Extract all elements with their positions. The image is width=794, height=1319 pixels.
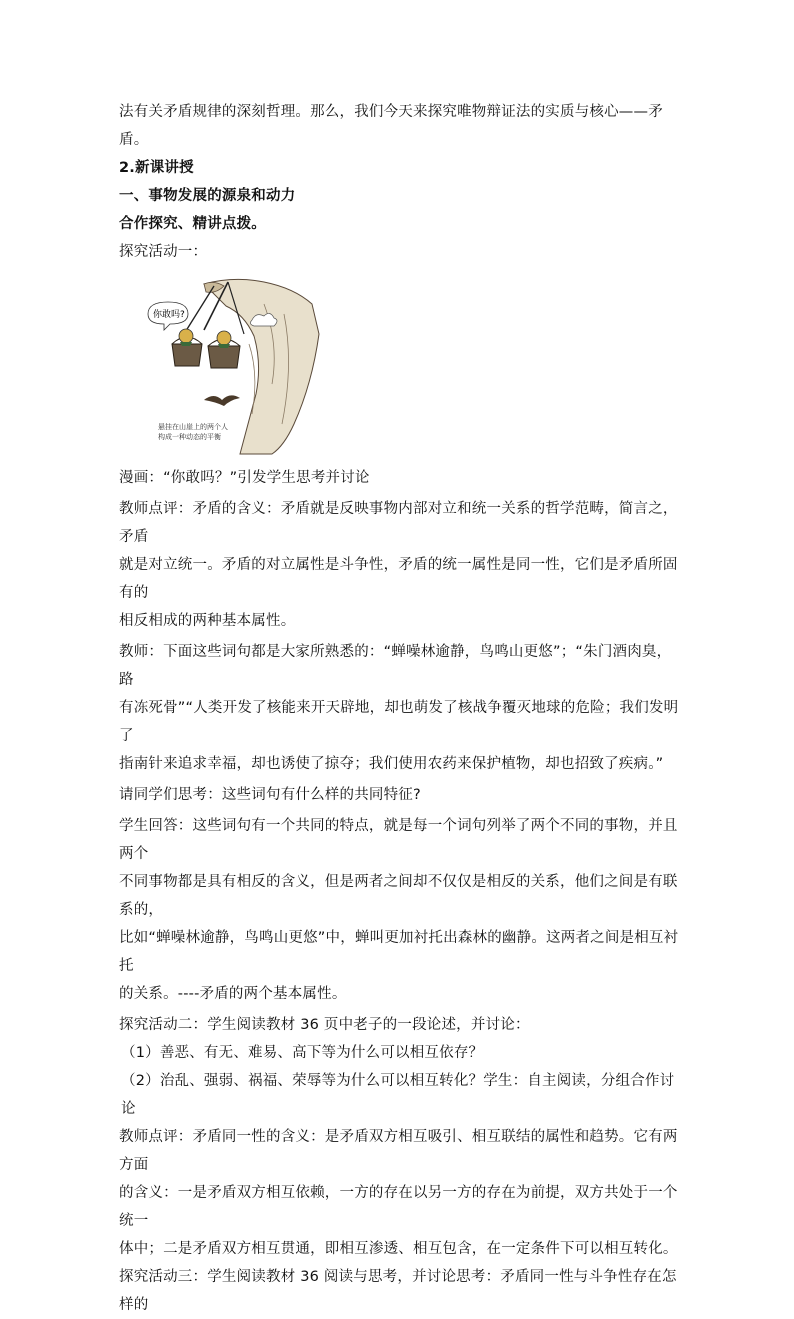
teacher-quote-line-2: 有冻死骨”“人类开发了核能来开天辟地，却也萌发了核战争覆灭地球的危险；我们发明了: [119, 700, 679, 744]
intro-line: 法有关矛盾规律的深刻哲理。那么，我们今天来探究唯物辩证法的实质与核心——矛盾。: [119, 104, 663, 148]
activity-two-line: 探究活动二：学生阅读教材 36 页中老子的一段论述，并讨论：: [119, 1017, 530, 1033]
section-title: 2.新课讲授: [119, 160, 194, 176]
caption-line-1: 悬挂在山崖上的两个人: [158, 423, 228, 431]
heading-cooperative-inquiry: 合作探究、精讲点拨。: [119, 216, 266, 232]
teacher-comment-1-line-1: 教师点评：矛盾的含义：矛盾就是反映事物内部对立和统一关系的哲学范畴，简言之，矛盾: [119, 501, 678, 545]
caption-line-2: 构成一种动态的平衡: [158, 433, 221, 441]
student-answer-line-1: 学生回答：这些词句有一个共同的特点，就是每一个词句列举了两个不同的事物，并且两个: [119, 818, 678, 862]
teacher-quote-line-1: 教师：下面这些词句都是大家所熟悉的：“蝉噪林逾静，鸟鸣山更悠”；“朱门酒肉臭，路: [119, 644, 672, 688]
comic-illustration: [144, 274, 324, 456]
comic-description: 漫画：“你敢吗？”引发学生思考并讨论: [119, 470, 370, 486]
teacher-comment-2-line-1: 教师点评：矛盾同一性的含义：是矛盾双方相互吸引、相互联结的属性和趋势。它有两方面: [119, 1129, 678, 1173]
speech-bubble-text: 你敢吗?: [153, 310, 185, 320]
teacher-comment-1-line-3: 相反相成的两种基本属性。: [119, 613, 296, 629]
student-answer-line-4: 的关系。----矛盾的两个基本属性。: [119, 986, 347, 1002]
teacher-quote-line-3: 指南针来追求幸福，却也诱使了掠夺；我们使用农药来保护植物，却也招致了疾病。”: [119, 756, 664, 772]
question-line: 请同学们思考：这些词句有什么样的共同特征?: [119, 787, 421, 803]
teacher-comment-1-line-2: 就是对立统一。矛盾的对立属性是斗争性，矛盾的统一属性是同一性，它们是矛盾所固有的: [119, 557, 678, 601]
activity-one-label: 探究活动一：: [119, 244, 208, 260]
teacher-comment-2-line-3: 体中；二是矛盾双方相互贯通，即相互渗透、相互包含，在一定条件下可以相互转化。: [119, 1241, 678, 1257]
teacher-comment-2-line-2: 的含义：一是矛盾双方相互依赖，一方的存在以另一方的存在为前提，双方共处于一个统一: [119, 1185, 678, 1229]
question-item-1: （1）善恶、有无、难易、高下等为什么可以相互依存？: [121, 1045, 484, 1061]
student-answer-line-3: 比如“蝉噪林逾静，鸟鸣山更悠”中，蝉叫更加衬托出森林的幽静。这两者之间是相互衬托: [119, 930, 679, 974]
question-item-2: （2）治乱、强弱、祸福、荣辱等为什么可以相互转化？学生：自主阅读，分组合作讨论: [121, 1073, 675, 1117]
student-answer-line-2: 不同事物都是具有相反的含义，但是两者之间却不仅仅是相反的关系，他们之间是有联系的，: [119, 874, 678, 918]
activity-three-line: 探究活动三：学生阅读教材 36 阅读与思考，并讨论思考：矛盾同一性与斗争性存在怎样的: [119, 1269, 677, 1313]
document-page: [119, 98, 679, 1319]
heading-source-and-motive: 一、事物发展的源泉和动力: [119, 188, 296, 204]
comic-caption: [158, 422, 228, 442]
